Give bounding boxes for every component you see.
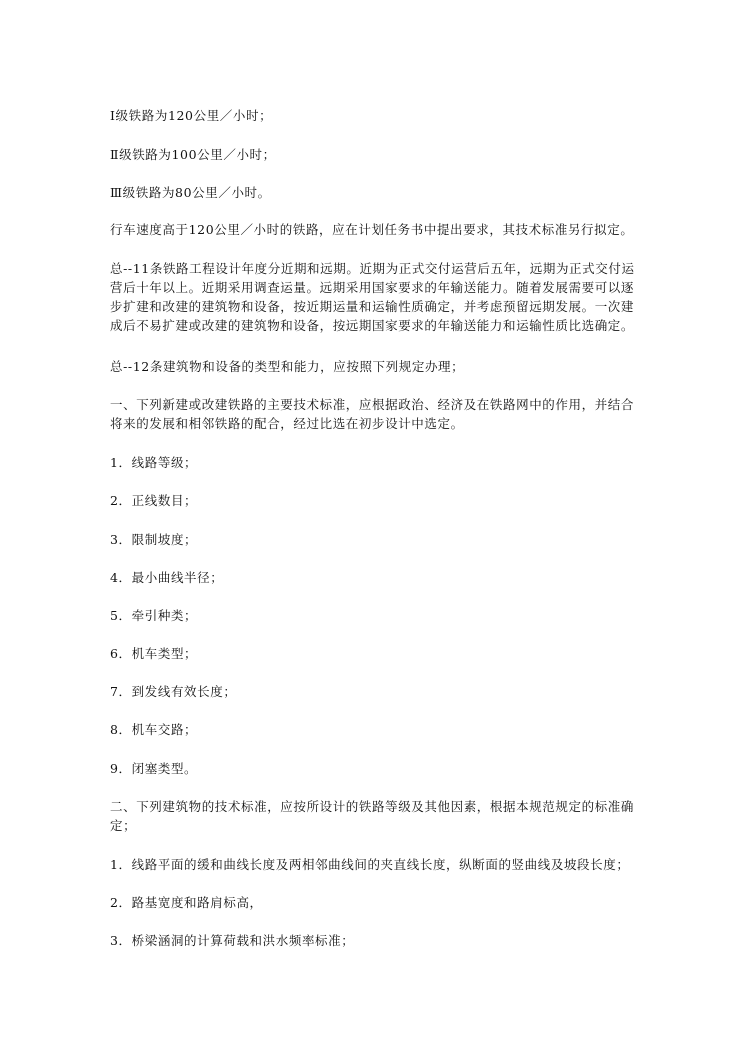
list-item-bridge-loads: 3．桥梁涵洞的计算荷载和洪水频率标准； bbox=[110, 933, 355, 948]
list-item-subgrade-width: 2．路基宽度和路肩标高， bbox=[110, 895, 263, 910]
paragraph-grade-3-speed: Ⅲ级铁路为80公里／小时。 bbox=[110, 185, 271, 200]
list-item-ruling-gradient: 3．限制坡度； bbox=[110, 532, 198, 547]
list-item-min-curve-radius: 4．最小曲线半径； bbox=[110, 570, 224, 585]
paragraph-article-12: 总--12条建筑物和设备的类型和能力，应按照下列规定办理； bbox=[110, 359, 465, 374]
paragraph-article-11: 总--11条铁路工程设计年度分近期和远期。近期为正式交付运营后五年，远期为正式交付运营后十年以上。近期采用调查运量。远期采用国家要求的年输送能力。随着发展需要可以逐步扩建和改建的建筑物和设备，按近期运量和运输性质确定，并考虑预留远期发展。一次建成后不易扩建或改建的建筑物和设备，按远期国家要求的年输送能力和运输性质比选确定。 bbox=[110, 261, 635, 333]
paragraph-section-2: 二、下列建筑物的技术标准，应按所设计的铁路等级及其他因素，根据本规范规定的标准确定； bbox=[110, 799, 635, 833]
paragraph-grade-2-speed: Ⅱ级铁路为100公里／小时； bbox=[110, 147, 276, 162]
list-item-alignment-standards: 1．线路平面的缓和曲线长度及两相邻曲线间的夹直线长度，纵断面的竖曲线及坡段长度； bbox=[110, 857, 630, 872]
list-item-block-type: 9．闭塞类型。 bbox=[110, 761, 198, 776]
list-item-siding-length: 7．到发线有效长度； bbox=[110, 684, 237, 699]
list-item-route-grade: 1．线路等级； bbox=[110, 455, 198, 470]
list-item-locomotive-type: 6．机车类型； bbox=[110, 646, 198, 661]
paragraph-section-1: 一、下列新建或改建铁路的主要技术标准，应根据政治、经济及在铁路网中的作用，并结合将来的发展和相邻铁路的配合，经过比选在初步设计中选定。 bbox=[110, 397, 635, 431]
list-item-locomotive-routing: 8．机车交路； bbox=[110, 722, 198, 737]
list-item-main-line-count: 2．正线数目； bbox=[110, 493, 198, 508]
list-item-traction-type: 5．牵引种类； bbox=[110, 608, 198, 623]
paragraph-grade-1-speed: Ⅰ级铁路为120公里／小时； bbox=[110, 108, 273, 123]
paragraph-high-speed-note: 行车速度高于120公里／小时的铁路，应在计划任务书中提出要求，其技术标准另行拟定。 bbox=[110, 222, 634, 237]
